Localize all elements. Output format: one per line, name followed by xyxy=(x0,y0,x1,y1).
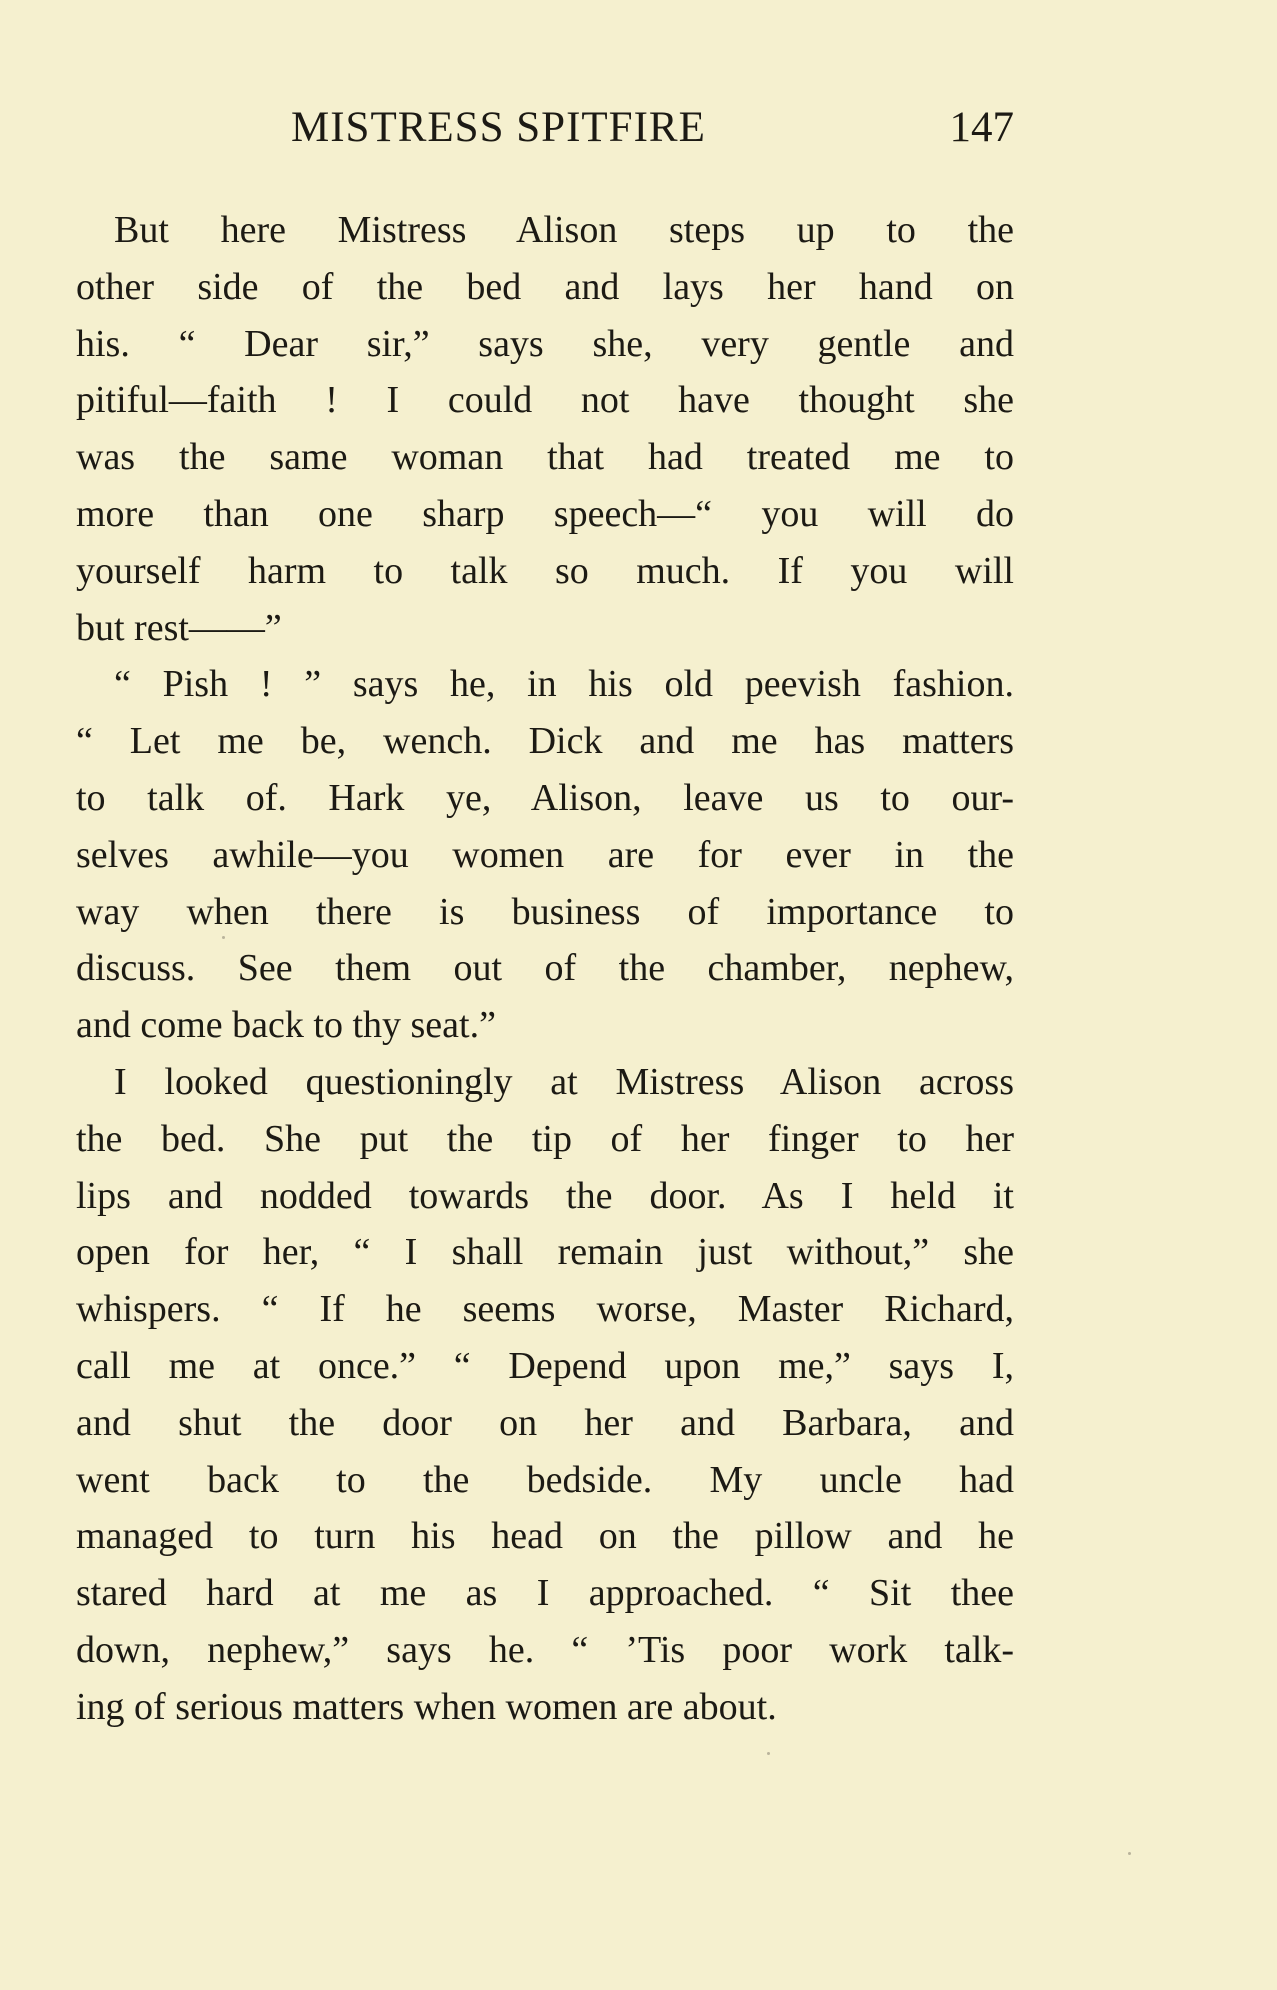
text-line: and shut the door on her and Barbara, and xyxy=(76,1401,1014,1444)
text-line: “ Let me be, wench. Dick and me has matters xyxy=(76,720,1014,763)
text-line: selves awhile—you women are for ever in the xyxy=(76,833,1014,876)
text-line: ing of serious matters when women are about. xyxy=(76,1685,777,1728)
text-line: the bed. She put the tip of her finger to her xyxy=(76,1117,1014,1160)
paragraph xyxy=(76,1054,1014,1736)
page-number: 147 xyxy=(949,104,1014,151)
text-line: pitiful—faith ! I could not have thought she xyxy=(76,379,1014,422)
text-line: yourself harm to talk so much. If you will xyxy=(76,549,1014,592)
text-line: but rest——” xyxy=(76,606,282,649)
text-line: was the same woman that had treated me to xyxy=(76,436,1014,479)
text-line: “ Pish ! ” says he, in his old peevish fashion. xyxy=(114,663,1014,706)
text-line: discuss. See them out of the chamber, nephew, xyxy=(76,947,1014,990)
text-line: and come back to thy seat.” xyxy=(76,1004,496,1047)
text-line: stared hard at me as I approached. “ Sit thee xyxy=(76,1572,1014,1615)
page-header xyxy=(76,98,1014,158)
print-speck xyxy=(1128,1852,1131,1855)
paragraph xyxy=(76,656,1014,1054)
text-line: went back to the bedside. My uncle had xyxy=(76,1458,1014,1501)
text-line: to talk of. Hark ye, Alison, leave us to our- xyxy=(76,776,1014,819)
running-head: MISTRESS SPITFIRE xyxy=(291,104,706,151)
print-speck xyxy=(767,1752,770,1755)
body-text xyxy=(76,202,1014,1736)
text-line: whispers. “ If he seems worse, Master Richard, xyxy=(76,1288,1014,1331)
text-line: managed to turn his head on the pillow and he xyxy=(76,1515,1014,1558)
text-line: lips and nodded towards the door. As I held it xyxy=(76,1174,1014,1217)
text-line: call me at once.” “ Depend upon me,” says I, xyxy=(76,1344,1014,1387)
text-line: open for her, “ I shall remain just without,” she xyxy=(76,1231,1014,1274)
text-line: other side of the bed and lays her hand on xyxy=(76,265,1014,308)
text-line: I looked questioningly at Mistress Alison across xyxy=(114,1060,1014,1103)
text-line: down, nephew,” says he. “ ’Tis poor work talk- xyxy=(76,1628,1014,1671)
print-speck xyxy=(222,936,225,939)
text-line: But here Mistress Alison steps up to the xyxy=(114,209,1014,251)
text-line: his. “ Dear sir,” says she, very gentle and xyxy=(76,322,1014,365)
text-line: way when there is business of importance to xyxy=(76,890,1014,933)
paragraph xyxy=(76,202,1014,656)
text-line: more than one sharp speech—“ you will do xyxy=(76,492,1014,535)
